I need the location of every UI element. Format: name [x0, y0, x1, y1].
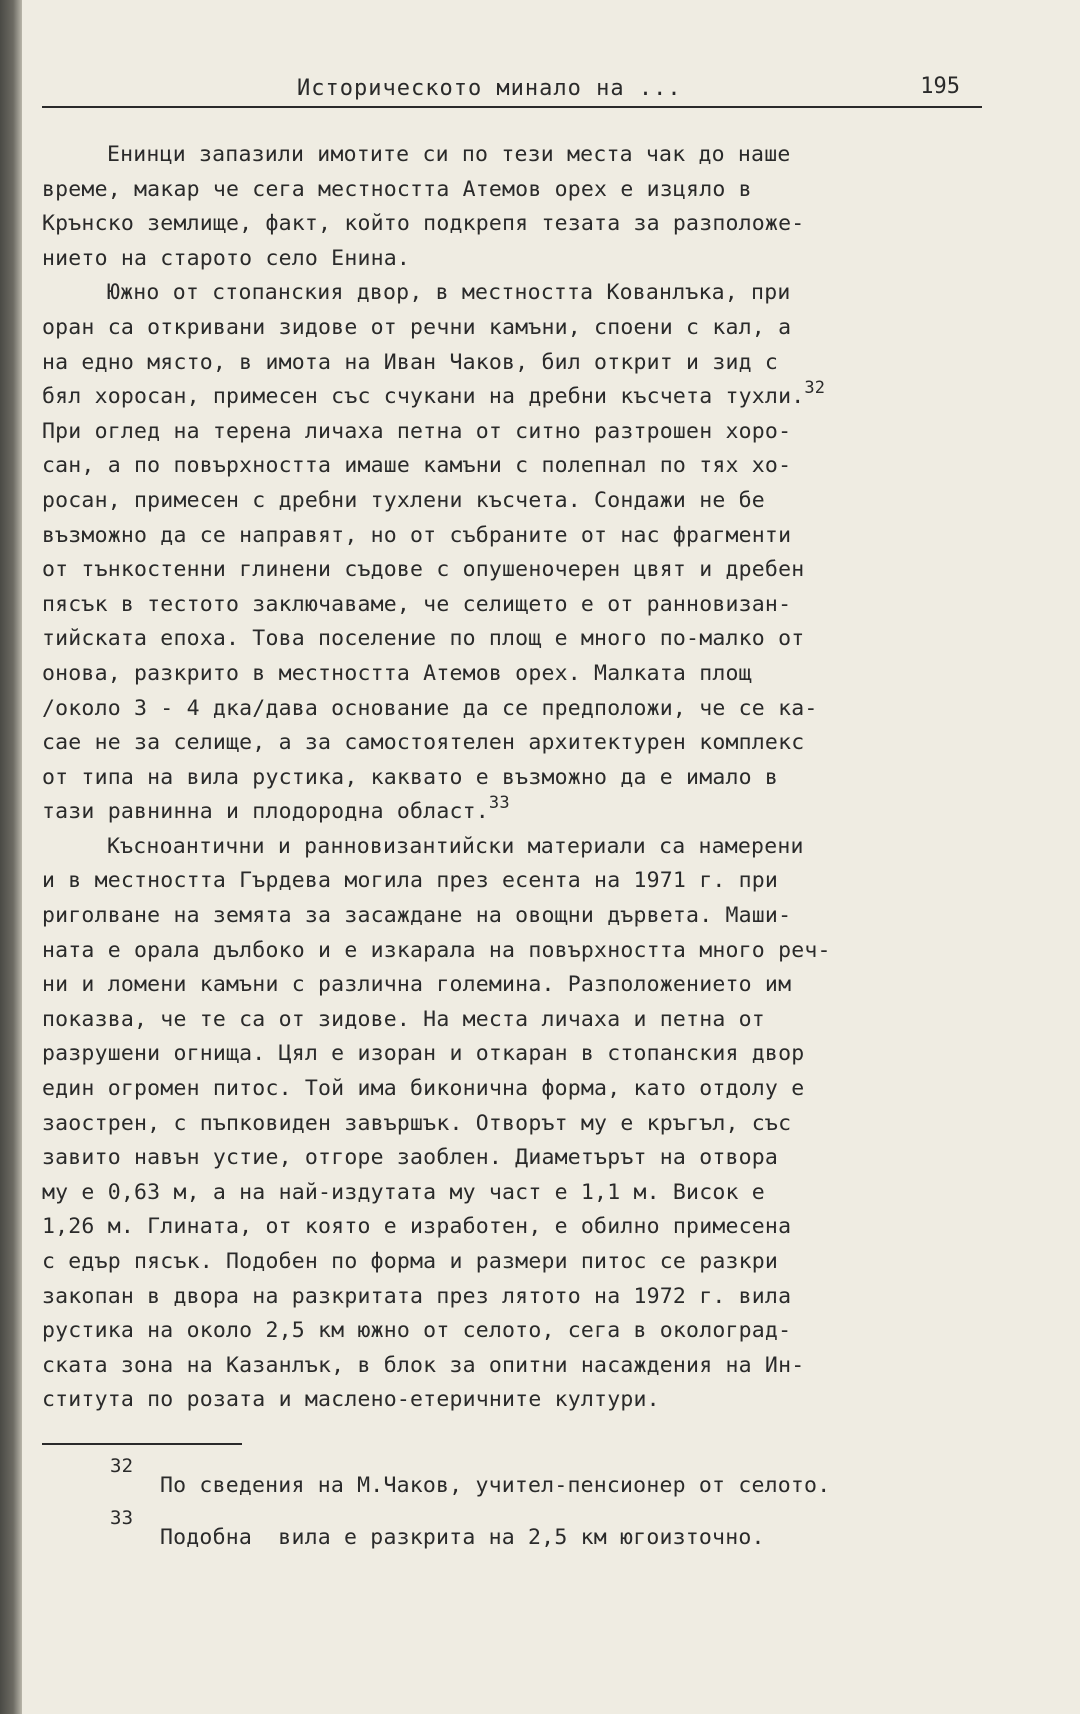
text-line: сае не за селище, а за самостоятелен архитектурен комплекс [42, 730, 805, 756]
text-line: /около 3 - 4 дка/дава основание да се предположи, че се ка- [42, 695, 818, 721]
book-binding-edge [0, 0, 22, 1714]
footnote-33 [42, 1507, 982, 1559]
text-line: възможно да се направят, но от събраните от нас фрагменти [42, 522, 792, 548]
body-text [42, 138, 982, 1418]
footnotes [42, 1455, 982, 1559]
text-line: от типа на вила рустика, каквато е възможно да е имало в [42, 764, 779, 790]
book-page [42, 0, 982, 1714]
text-line: тийската епоха. Това поселение по площ е много по-малко от [42, 626, 805, 652]
text-line: ната е орала дълбоко и е изкарала на повърхността много реч- [42, 937, 831, 963]
text-line: Късноантични и ранновизантийски материали са намерени [107, 833, 804, 859]
text-line: един огромен питос. Той има биконична форма, като отдолу е [42, 1076, 805, 1102]
text-line: заострен, с пъпковиден завършък. Отворът му е кръгъл, със [42, 1110, 792, 1136]
footnote-reference-32[interactable]: 32 [804, 378, 826, 398]
text-line: рустика на около 2,5 км южно от селото, сега в окологрaд- [42, 1318, 792, 1344]
text-line: ни и ломени камъни с различна големина. Разположението им [42, 972, 792, 998]
text-line: от тънкостенни глинени съдове с опушеночерен цвят и дребен [42, 557, 805, 583]
text-line: бял хоросан, примесен със счукани на дребни късчета тухли. [42, 384, 805, 410]
text-line: разрушени огнища. Цял е изоран и откаран в стопанския двор [42, 1041, 805, 1067]
text-line: онова, разкрито в местността Атемов орех. Малката площ [42, 660, 752, 686]
text-line: оран са откривани зидове от речни камъни, споени с кал, а [42, 314, 792, 340]
text-line: нието на старото село Енина. [42, 245, 411, 271]
text-line: закопан в двора на разкритата през лятото на 1972 г. вила [42, 1283, 792, 1309]
text-line: Енинци запазили имотите си по тези места чак до наше [107, 142, 791, 167]
footnote-32 [42, 1455, 982, 1507]
text-line: и в местността Гърдева могила през есента на 1971 г. при [42, 868, 779, 894]
text-line: тази равнинна и плодородна област. [42, 799, 489, 825]
text-line: с едър пясък. Подобен по форма и размери питос се разкри [42, 1249, 779, 1274]
footnote-reference-33[interactable]: 33 [488, 793, 510, 814]
text-line: показва, че те са от зидове. На места личаха и петна от [42, 1006, 765, 1032]
text-line: ститута по розата и маслено-етеричните култури. [42, 1387, 660, 1413]
text-line: Южно от стопанския двор, в местността Кованлъка, при [107, 280, 791, 306]
text-line: ската зона на Казанлък, в блок за опитни насаждения на Ин- [42, 1352, 805, 1378]
text-line: росан, примесен с дребни тухлени късчета. Сондажи не бе [42, 487, 765, 513]
text-line-with-footnote [42, 795, 982, 830]
footnote-text: По сведения на М.Чаков, учител-пенсионер от селото. [160, 1473, 831, 1498]
text-line: При оглед на терена личаха петна от ситно разтрошен хоро- [42, 418, 792, 444]
footnote-divider [42, 1443, 242, 1445]
text-line: 1,26 м. Глината, от която е изработен, е обилно примесена [42, 1214, 792, 1240]
text-line: завито навън устие, отгоре заоблен. Диаметърът на отвора [42, 1145, 779, 1171]
running-title: Историческото минало на ... [297, 76, 682, 101]
text-line: на едно място, в имота на Иван Чаков, бил открит и зид с [42, 349, 779, 375]
text-line: риголване на земята за засаждане на овощни дървета. Маши- [42, 903, 792, 929]
text-line-with-footnote [42, 380, 982, 415]
text-line: Крънско землище, факт, който подкрепя тезата за разположе- [42, 211, 805, 237]
footnote-mark: 33 [110, 1507, 134, 1529]
text-line: пясък в тестото заключаваме, че селището е от ранновизан- [42, 591, 792, 617]
text-line: време, макар че сега местността Атемов орех е изцяло в [42, 176, 752, 202]
footnote-mark: 32 [110, 1455, 134, 1477]
text-line: му е 0,63 м, а на най-издутата му част е 1,1 м. Висок е [42, 1179, 765, 1205]
page-header [42, 70, 982, 108]
footnote-text: Подобна вила е разкрита на 2,5 км югоизточно. [160, 1525, 765, 1550]
page-number: 195 [920, 74, 960, 99]
text-line: сан, а по повърхността имаше камъни с полепнал по тях хо- [42, 453, 792, 479]
